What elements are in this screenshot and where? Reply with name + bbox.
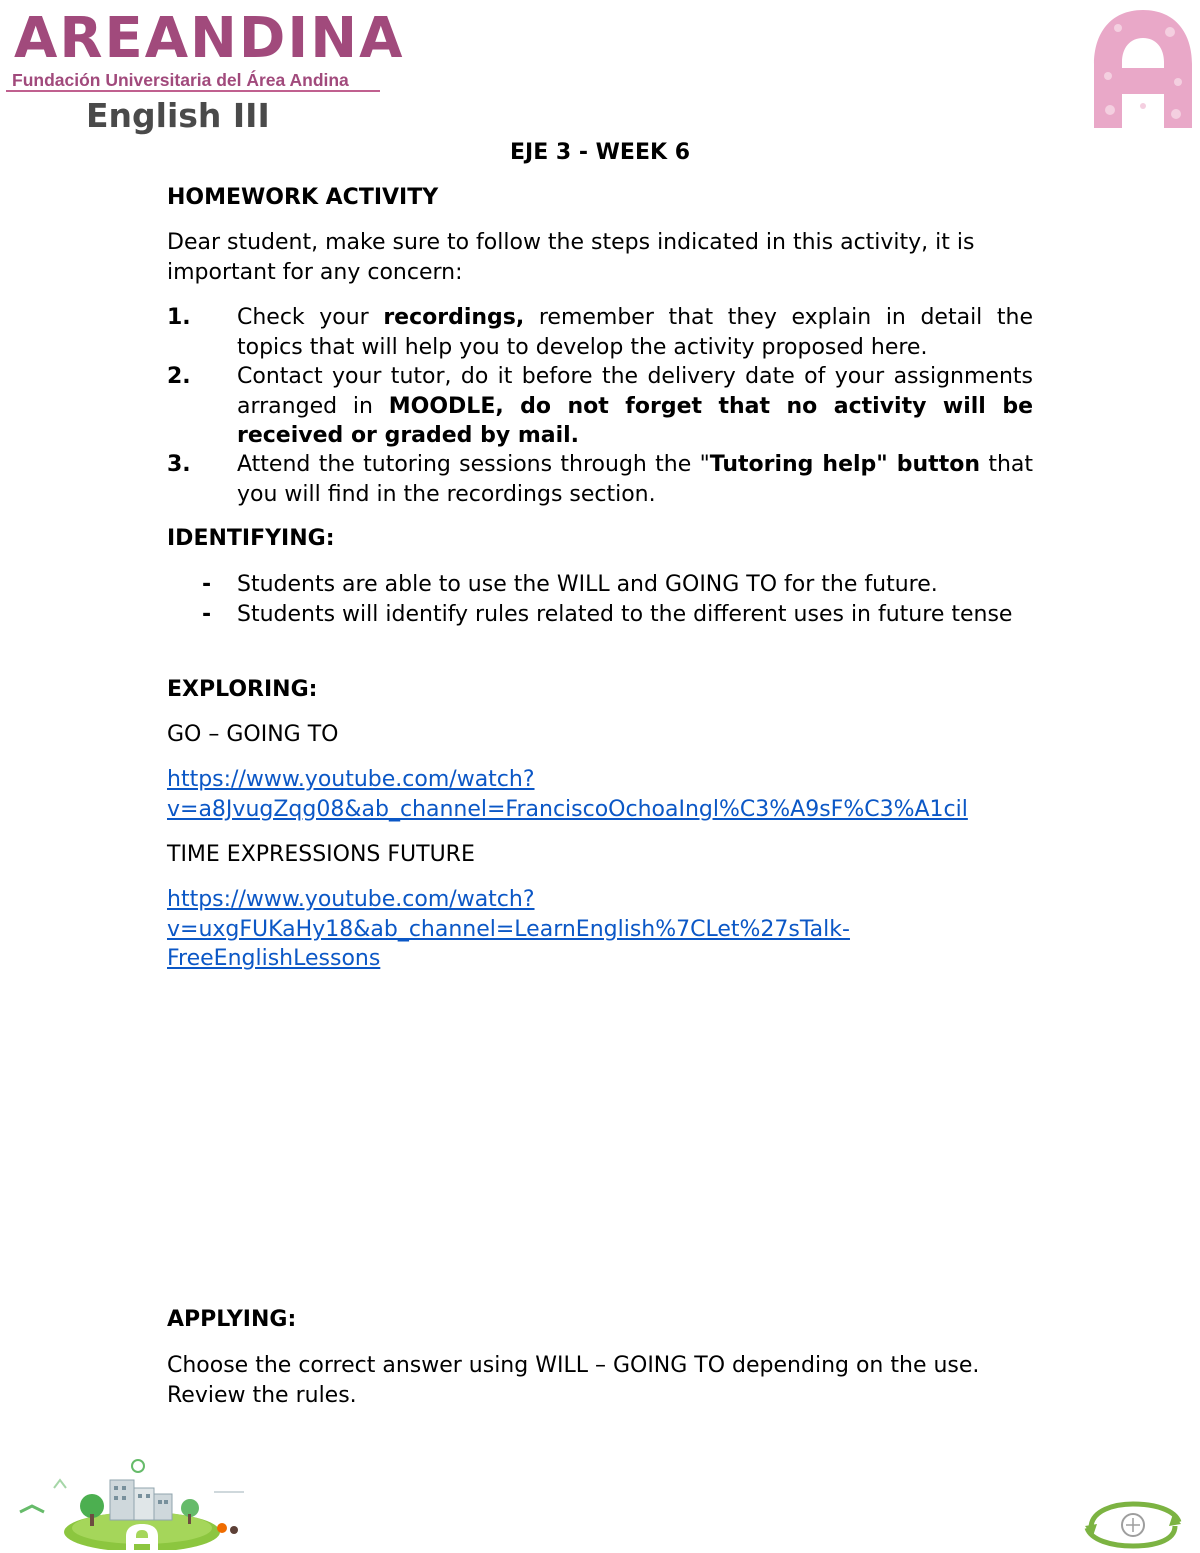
applying-text: Choose the correct answer using WILL – GOING TO depending on the use. Review the rules. bbox=[167, 1353, 980, 1408]
video-label: TIME EXPRESSIONS FUTURE bbox=[167, 842, 475, 867]
video-link-time-expressions[interactable]: https://www.youtube.com/watch? v=uxgFUKaHy18&ab_channel=LearnEnglish%7CLet%27sTalk- FreeEnglishLessons bbox=[167, 887, 850, 971]
step-number: 3. bbox=[167, 452, 191, 477]
areandina-logo: AREANDINA bbox=[14, 6, 405, 71]
course-title: English III bbox=[86, 96, 270, 135]
step-text: Contact your tutor, do it before the delivery date of your assignments arranged in MOODLE, do not forget that no activity will be received or graded by mail. bbox=[237, 364, 1033, 448]
exploring-heading: EXPLORING: bbox=[167, 677, 318, 702]
video-link-going-to[interactable]: https://www.youtube.com/watch? v=a8JvugZqg08&ab_channel=FranciscoOchoaIngl%C3%A9sF%C3%A1cil bbox=[167, 767, 968, 822]
identifying-item: Students are able to use the WILL and GOING TO for the future. bbox=[237, 572, 938, 597]
step-number: 2. bbox=[167, 364, 191, 389]
bullet-dash: - bbox=[202, 602, 212, 627]
week-title: EJE 3 - WEEK 6 bbox=[510, 140, 690, 165]
step-text: Check your recordings, remember that they explain in detail the topics that will help you to develop the activity proposed here. bbox=[237, 305, 1033, 360]
intro-paragraph: Dear student, make sure to follow the steps indicated in this activity, it is important for any concern: bbox=[167, 230, 975, 285]
video-label: GO – GOING TO bbox=[167, 722, 339, 747]
identifying-heading: IDENTIFYING: bbox=[167, 526, 335, 551]
step-number: 1. bbox=[167, 305, 191, 330]
step-text: Attend the tutoring sessions through the "Tutoring help" button that you will find in the recordings section. bbox=[237, 452, 1033, 507]
recycle-emblem-icon bbox=[1075, 1500, 1191, 1550]
institution-name: Fundación Universitaria del Área Andina bbox=[12, 70, 349, 90]
areandina-a-emblem-icon bbox=[1088, 6, 1198, 132]
campus-illustration-icon bbox=[14, 1458, 254, 1550]
activity-heading: HOMEWORK ACTIVITY bbox=[167, 185, 439, 210]
logo-divider bbox=[6, 90, 380, 92]
bullet-dash: - bbox=[202, 572, 212, 597]
applying-heading: APPLYING: bbox=[167, 1307, 297, 1332]
identifying-item: Students will identify rules related to the different uses in future tense bbox=[237, 602, 1013, 627]
